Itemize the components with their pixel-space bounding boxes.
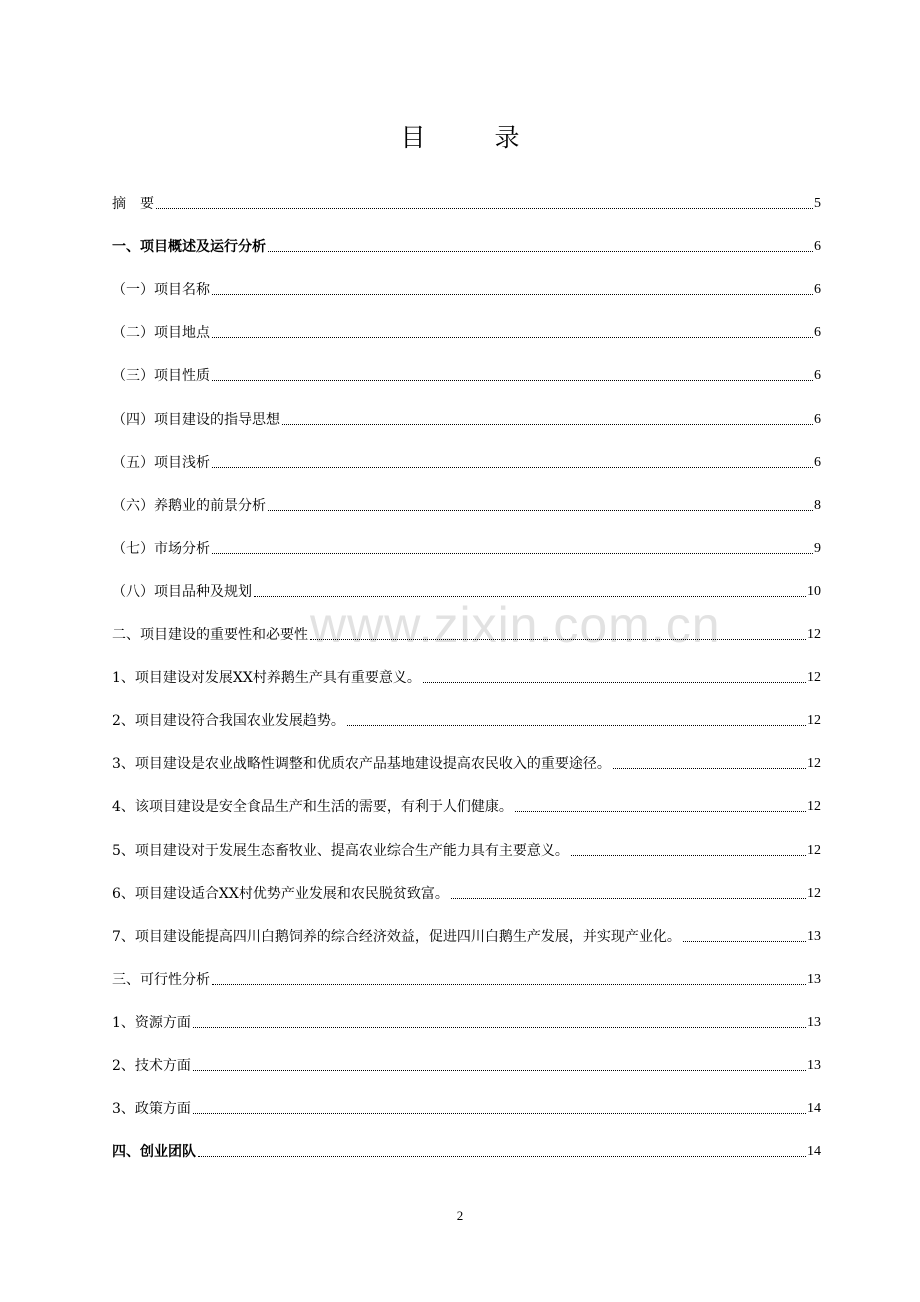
toc-title: 目 录 (400, 123, 542, 152)
toc-entry-label: 3、政策方面 (112, 1101, 191, 1118)
toc-entry-label: 2、项目建设符合我国农业发展趋势。 (112, 713, 345, 730)
toc-entry-page: 6 (814, 282, 821, 298)
toc-entry-page: 13 (807, 1057, 821, 1073)
toc-entry[interactable] (112, 1083, 821, 1126)
toc-entry-page: 13 (807, 928, 821, 944)
toc-leader-dots (310, 639, 806, 640)
toc-entry-page: 12 (807, 756, 821, 772)
toc-leader-dots (193, 1113, 806, 1114)
toc-entry-label: 5、项目建设对于发展生态畜牧业、提高农业综合生产能力具有主要意义。 (112, 842, 569, 859)
toc-entry[interactable] (112, 781, 821, 824)
toc-leader-dots (515, 811, 806, 812)
toc-entry[interactable] (112, 523, 821, 566)
toc-leader-dots (268, 510, 813, 511)
toc-entry-label: （一）项目名称 (112, 282, 210, 299)
toc-entry-label: 4、该项目建设是安全食品生产和生活的需要，有利于人们健康。 (112, 799, 513, 816)
toc-entry-page: 5 (814, 196, 821, 212)
page-number: 2 (456, 1208, 464, 1223)
toc-leader-dots (282, 424, 813, 425)
toc-entry-page: 12 (807, 842, 821, 858)
toc-entry[interactable] (112, 911, 821, 954)
table-of-contents (112, 178, 821, 1169)
toc-entry[interactable] (112, 652, 821, 695)
toc-entry-page: 14 (807, 1101, 821, 1117)
toc-entry-label: （三）项目性质 (112, 368, 210, 385)
toc-leader-dots (347, 725, 806, 726)
toc-entry[interactable] (112, 178, 821, 221)
toc-entry-page: 12 (807, 799, 821, 815)
toc-entry-page: 12 (807, 885, 821, 901)
toc-entry-label: （四）项目建设的指导思想 (112, 411, 280, 428)
toc-leader-dots (268, 251, 813, 252)
toc-entry-label: （二）项目地点 (112, 325, 210, 342)
toc-entry-label: 2、技术方面 (112, 1057, 191, 1074)
toc-leader-dots (193, 1027, 806, 1028)
toc-entry[interactable] (112, 695, 821, 738)
toc-entry[interactable] (112, 566, 821, 609)
toc-entry[interactable] (112, 824, 821, 867)
toc-leader-dots (156, 208, 813, 209)
toc-entry-page: 10 (807, 583, 821, 599)
toc-entry-page: 13 (807, 971, 821, 987)
toc-entry[interactable] (112, 350, 821, 393)
toc-entry-label: 1、资源方面 (112, 1014, 191, 1031)
toc-leader-dots (198, 1156, 806, 1157)
toc-entry-label: 摘 要 (112, 196, 154, 213)
toc-leader-dots (212, 294, 813, 295)
toc-leader-dots (423, 682, 806, 683)
toc-entry-page: 12 (807, 627, 821, 643)
toc-entry-label: （七）市场分析 (112, 540, 210, 557)
toc-leader-dots (212, 467, 813, 468)
toc-entry[interactable] (112, 1040, 821, 1083)
toc-entry-label: 一、项目概述及运行分析 (112, 239, 266, 256)
toc-entry-page: 9 (814, 540, 821, 556)
toc-entry-page: 6 (814, 368, 821, 384)
toc-entry-label: 三、可行性分析 (112, 971, 210, 988)
toc-entry-page: 12 (807, 670, 821, 686)
toc-entry-label: 7、项目建设能提高四川白鹅饲养的综合经济效益，促进四川白鹅生产发展，并实现产业化。 (112, 928, 681, 945)
toc-entry[interactable] (112, 437, 821, 480)
toc-entry-label: 3、项目建设是农业战略性调整和优质农产品基地建设提高农民收入的重要途径。 (112, 756, 611, 773)
toc-entry-label: （六）养鹅业的前景分析 (112, 497, 266, 514)
toc-entry[interactable] (112, 868, 821, 911)
toc-entry[interactable] (112, 954, 821, 997)
toc-leader-dots (613, 768, 806, 769)
toc-entry-label: 四、创业团队 (112, 1144, 196, 1161)
toc-entry-page: 13 (807, 1014, 821, 1030)
toc-entry-page: 6 (814, 411, 821, 427)
toc-leader-dots (193, 1070, 806, 1071)
toc-leader-dots (571, 855, 806, 856)
toc-leader-dots (212, 337, 813, 338)
toc-entry[interactable] (112, 264, 821, 307)
toc-entry-page: 6 (814, 239, 821, 255)
toc-entry[interactable] (112, 307, 821, 350)
toc-entry[interactable] (112, 393, 821, 436)
toc-leader-dots (212, 553, 813, 554)
toc-entry[interactable] (112, 480, 821, 523)
toc-entry[interactable] (112, 738, 821, 781)
toc-entry-label: （八）项目品种及规划 (112, 583, 252, 600)
toc-entry[interactable] (112, 1126, 821, 1169)
toc-leader-dots (254, 596, 806, 597)
toc-entry-page: 8 (814, 497, 821, 513)
toc-entry-label: 6、项目建设适合XX村优势产业发展和农民脱贫致富。 (112, 885, 449, 902)
watermark: www.zixin.com.cn (310, 597, 721, 653)
toc-entry[interactable] (112, 997, 821, 1040)
toc-leader-dots (212, 380, 813, 381)
toc-entry-label: 二、项目建设的重要性和必要性 (112, 627, 308, 644)
toc-entry[interactable] (112, 609, 821, 652)
toc-entry-page: 14 (807, 1144, 821, 1160)
toc-leader-dots (212, 984, 806, 985)
toc-entry-label: （五）项目浅析 (112, 454, 210, 471)
toc-entry-page: 6 (814, 454, 821, 470)
toc-entry-page: 6 (814, 325, 821, 341)
toc-leader-dots (451, 898, 806, 899)
toc-entry[interactable] (112, 221, 821, 264)
toc-leader-dots (683, 941, 806, 942)
toc-entry-label: 1、项目建设对发展XX村养鹅生产具有重要意义。 (112, 670, 421, 687)
toc-entry-page: 12 (807, 713, 821, 729)
